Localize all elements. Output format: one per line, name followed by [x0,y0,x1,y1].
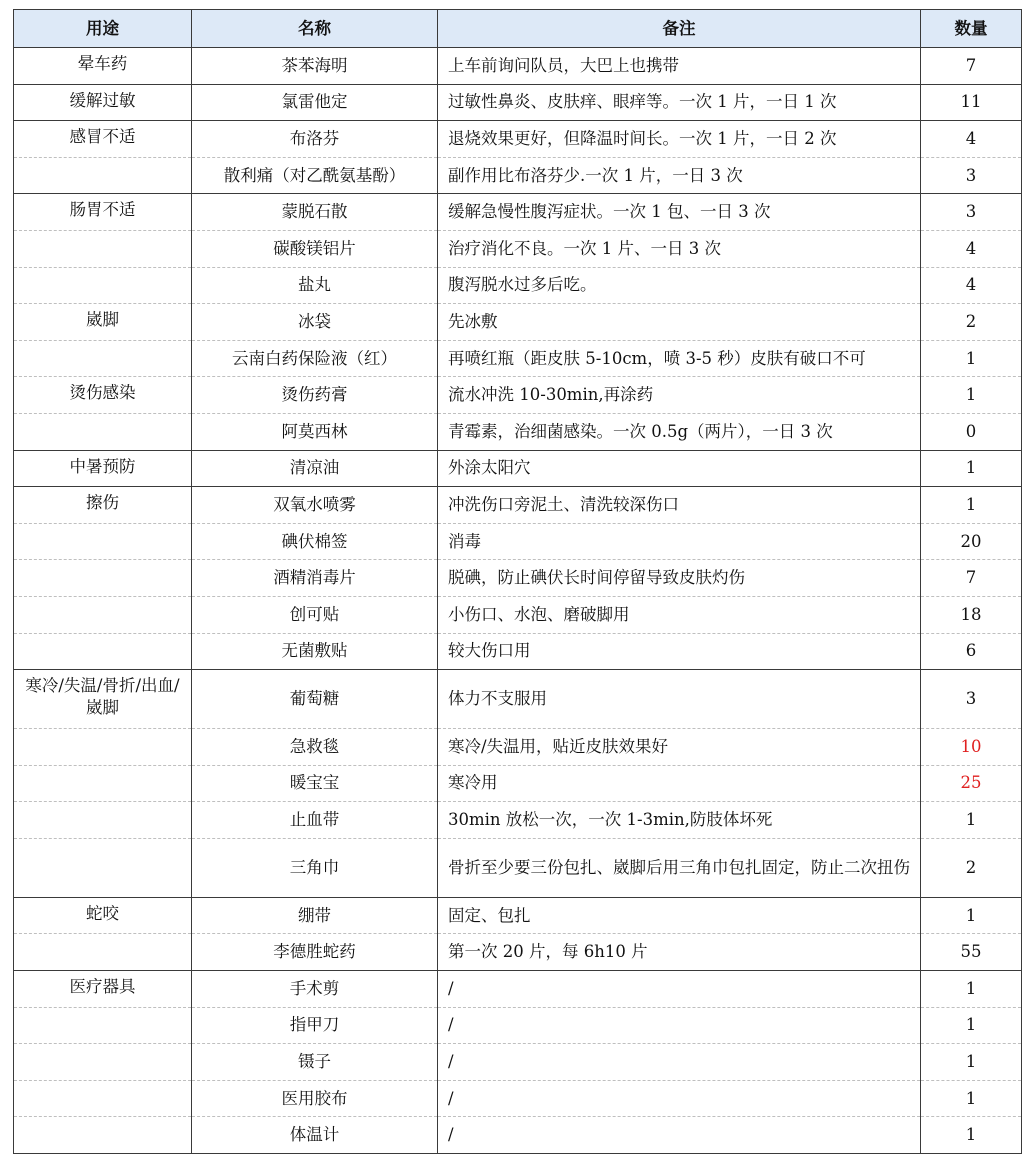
table-row [14,670,1022,729]
cell-quantity: 4 [921,230,1022,267]
table-row [14,897,1022,934]
cell-note: / [438,971,921,1008]
cell-purpose: 晕车药 [14,48,192,85]
cell-note: 外涂太阳穴 [438,450,921,487]
cell-name: 烫伤药膏 [192,377,438,414]
cell-purpose: 中暑预防 [14,450,192,487]
cell-name: 布洛芬 [192,121,438,158]
table-row [14,304,1022,341]
medicine-table-container [13,9,1021,1154]
cell-note: 过敏性鼻炎、皮肤痒、眼痒等。一次 1 片，一日 1 次 [438,84,921,121]
cell-name: 冰袋 [192,304,438,341]
table-body [14,48,1022,1154]
cell-purpose [14,765,192,802]
cell-note: / [438,1080,921,1117]
cell-note: 治疗消化不良。一次 1 片、一日 3 次 [438,230,921,267]
cell-quantity: 4 [921,267,1022,304]
cell-name: 体温计 [192,1117,438,1154]
cell-name: 清凉油 [192,450,438,487]
cell-name: 医用胶布 [192,1080,438,1117]
cell-quantity: 2 [921,838,1022,897]
cell-name: 无菌敷贴 [192,633,438,670]
cell-quantity: 25 [921,765,1022,802]
table-row [14,934,1022,971]
cell-quantity: 2 [921,304,1022,341]
cell-note: 第一次 20 片，每 6h10 片 [438,934,921,971]
cell-name: 阿莫西林 [192,413,438,450]
cell-note: 骨折至少要三份包扎、崴脚后用三角巾包扎固定，防止二次扭伤 [438,838,921,897]
cell-name: 云南白药保险液（红） [192,340,438,377]
cell-quantity: 1 [921,897,1022,934]
table-row [14,560,1022,597]
cell-name: 创可贴 [192,596,438,633]
cell-name: 蒙脱石散 [192,194,438,231]
cell-note: 消毒 [438,523,921,560]
cell-purpose [14,340,192,377]
cell-quantity: 1 [921,802,1022,839]
cell-purpose [14,1044,192,1081]
cell-note: 再喷红瓶（距皮肤 5-10cm，喷 3-5 秒）皮肤有破口不可 [438,340,921,377]
cell-purpose: 肠胃不适 [14,194,192,231]
cell-note: 缓解急慢性腹泻症状。一次 1 包、一日 3 次 [438,194,921,231]
cell-quantity: 3 [921,194,1022,231]
table-row [14,487,1022,524]
cell-quantity: 1 [921,450,1022,487]
cell-purpose [14,633,192,670]
table-row [14,633,1022,670]
table-row [14,267,1022,304]
cell-purpose: 缓解过敏 [14,84,192,121]
table-row [14,802,1022,839]
cell-quantity: 1 [921,487,1022,524]
cell-note: 上车前询问队员，大巴上也携带 [438,48,921,85]
cell-purpose: 崴脚 [14,304,192,341]
cell-quantity: 0 [921,413,1022,450]
cell-name: 绷带 [192,897,438,934]
cell-note: 腹泻脱水过多后吃。 [438,267,921,304]
cell-note: 固定、包扎 [438,897,921,934]
header-row [14,10,1022,48]
cell-name: 散利痛（对乙酰氨基酚） [192,157,438,194]
cell-name: 三角巾 [192,838,438,897]
cell-quantity: 18 [921,596,1022,633]
cell-quantity: 1 [921,1007,1022,1044]
cell-name: 指甲刀 [192,1007,438,1044]
cell-note: 寒冷/失温用，贴近皮肤效果好 [438,729,921,766]
cell-note: 小伤口、水泡、磨破脚用 [438,596,921,633]
cell-note: 副作用比布洛芬少.一次 1 片，一日 3 次 [438,157,921,194]
cell-note: 先冰敷 [438,304,921,341]
cell-purpose: 感冒不适 [14,121,192,158]
cell-note: 青霉素，治细菌感染。一次 0.5g（两片），一日 3 次 [438,413,921,450]
cell-name: 李德胜蛇药 [192,934,438,971]
cell-name: 碳酸镁铝片 [192,230,438,267]
table-row [14,765,1022,802]
cell-quantity: 1 [921,1117,1022,1154]
cell-note: 冲洗伤口旁泥土、清洗较深伤口 [438,487,921,524]
table-row [14,84,1022,121]
cell-purpose [14,802,192,839]
cell-name: 茶苯海明 [192,48,438,85]
cell-quantity: 7 [921,560,1022,597]
cell-quantity: 10 [921,729,1022,766]
medicine-table [13,9,1022,1154]
cell-note: 体力不支服用 [438,670,921,729]
cell-quantity: 1 [921,377,1022,414]
cell-purpose: 蛇咬 [14,897,192,934]
table-row [14,971,1022,1008]
cell-purpose [14,560,192,597]
table-row [14,48,1022,85]
cell-name: 手术剪 [192,971,438,1008]
cell-note: / [438,1117,921,1154]
cell-purpose [14,838,192,897]
header-purpose: 用途 [14,10,192,48]
cell-purpose [14,157,192,194]
cell-purpose [14,729,192,766]
cell-purpose: 擦伤 [14,487,192,524]
cell-quantity: 55 [921,934,1022,971]
table-row [14,1080,1022,1117]
header-name: 名称 [192,10,438,48]
table-row [14,1044,1022,1081]
header-quantity: 数量 [921,10,1022,48]
cell-name: 葡萄糖 [192,670,438,729]
cell-purpose: 医疗器具 [14,971,192,1008]
cell-purpose [14,1080,192,1117]
cell-note: 流水冲洗 10-30min,再涂药 [438,377,921,414]
cell-quantity: 11 [921,84,1022,121]
cell-note: 脱碘，防止碘伏长时间停留导致皮肤灼伤 [438,560,921,597]
table-row [14,340,1022,377]
cell-name: 急救毯 [192,729,438,766]
table-row [14,377,1022,414]
cell-quantity: 4 [921,121,1022,158]
cell-quantity: 7 [921,48,1022,85]
cell-quantity: 1 [921,340,1022,377]
cell-name: 氯雷他定 [192,84,438,121]
cell-quantity: 6 [921,633,1022,670]
cell-purpose [14,596,192,633]
table-row [14,121,1022,158]
cell-quantity: 1 [921,1044,1022,1081]
table-row [14,413,1022,450]
cell-purpose [14,1007,192,1044]
cell-name: 盐丸 [192,267,438,304]
table-row [14,1117,1022,1154]
cell-quantity: 20 [921,523,1022,560]
cell-note: / [438,1044,921,1081]
cell-purpose [14,267,192,304]
table-row [14,523,1022,560]
table-row [14,157,1022,194]
cell-note: 30min 放松一次，一次 1-3min,防肢体坏死 [438,802,921,839]
cell-note: / [438,1007,921,1044]
table-row [14,729,1022,766]
cell-purpose [14,934,192,971]
cell-name: 镊子 [192,1044,438,1081]
cell-name: 双氧水喷雾 [192,487,438,524]
cell-purpose [14,1117,192,1154]
cell-note: 寒冷用 [438,765,921,802]
cell-purpose [14,413,192,450]
table-row [14,596,1022,633]
cell-purpose [14,230,192,267]
cell-note: 退烧效果更好，但降温时间长。一次 1 片，一日 2 次 [438,121,921,158]
table-row [14,450,1022,487]
cell-name: 暖宝宝 [192,765,438,802]
cell-purpose: 烫伤感染 [14,377,192,414]
table-row [14,838,1022,897]
cell-name: 止血带 [192,802,438,839]
cell-purpose: 寒冷/失温/骨折/出血/崴脚 [14,670,192,729]
cell-quantity: 3 [921,670,1022,729]
cell-quantity: 1 [921,1080,1022,1117]
header-note: 备注 [438,10,921,48]
table-row [14,230,1022,267]
cell-purpose [14,523,192,560]
cell-name: 碘伏棉签 [192,523,438,560]
cell-note: 较大伤口用 [438,633,921,670]
cell-quantity: 1 [921,971,1022,1008]
table-row [14,194,1022,231]
cell-name: 酒精消毒片 [192,560,438,597]
table-row [14,1007,1022,1044]
cell-quantity: 3 [921,157,1022,194]
